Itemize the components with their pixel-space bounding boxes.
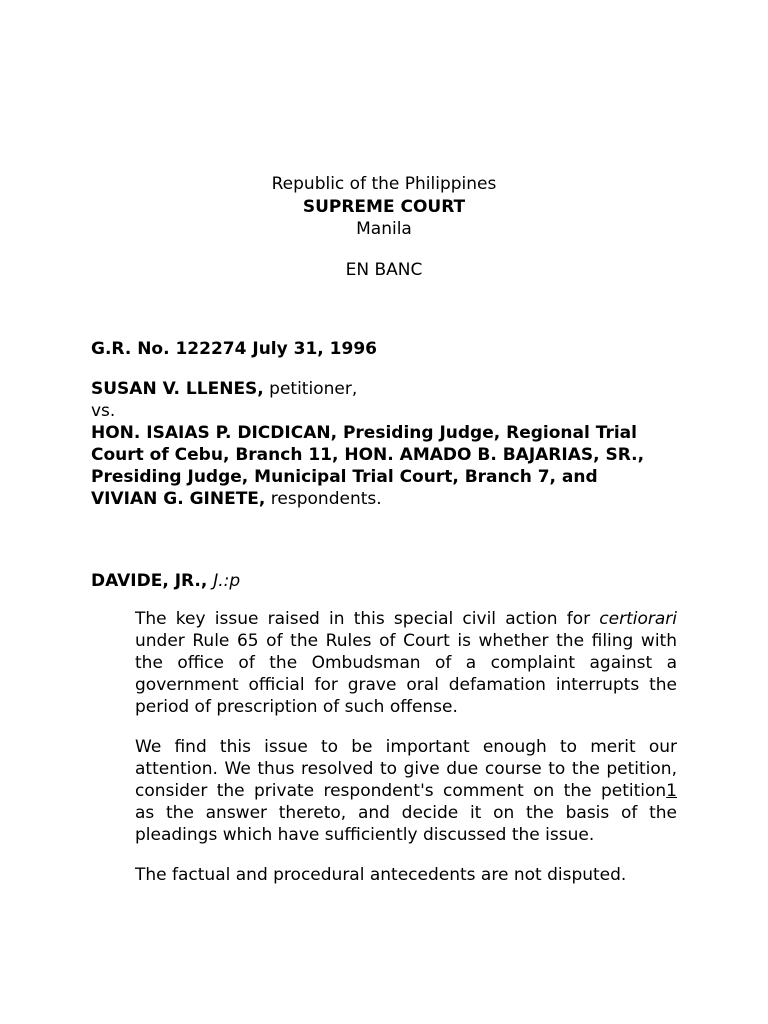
respondents-line-4	[91, 488, 691, 510]
respondent-name: VIVIAN G. GINETE,	[91, 489, 266, 509]
paragraph-line: as the answer thereto, and decide it on the basis of the	[135, 803, 677, 823]
text-run: consider the private respondent's comment on the petition	[135, 781, 667, 801]
division-heading: EN BANC	[345, 260, 423, 280]
respondents-role: respondents.	[265, 489, 382, 509]
paragraph-line: The factual and procedural antecedents are not disputed.	[135, 865, 627, 885]
versus-label: vs.	[91, 401, 116, 421]
paragraph-line: the office of the Ombudsman of a complaint against a	[135, 653, 677, 673]
respondents-line-3: Presiding Judge, Municipal Trial Court, Branch 7, and	[91, 467, 598, 487]
petitioner-line	[91, 378, 691, 400]
court-heading: SUPREME COURT	[302, 197, 466, 217]
paragraph-line	[135, 780, 677, 802]
paragraph-line: under Rule 65 of the Rules of Court is whether the filing with	[135, 631, 677, 651]
text-run: The key issue raised in this special civil action for	[135, 609, 600, 629]
case-number: G.R. No. 122274 July 31, 1996	[91, 339, 377, 359]
paragraph-line: government official for grave oral defamation interrupts the	[135, 675, 677, 695]
body-paragraph-1	[135, 608, 677, 718]
paragraph-line: attention. We thus resolved to give due course to the petition,	[135, 759, 677, 779]
ponente-line	[91, 570, 240, 592]
respondents-line-1: HON. ISAIAS P. DICDICAN, Presiding Judge, Regional Trial	[91, 423, 637, 443]
paragraph-line	[135, 608, 677, 630]
paragraph-line: We find this issue to be important enough to merit our	[135, 737, 677, 757]
ponente-name: DAVIDE, JR.,	[91, 571, 214, 591]
city-heading: Manila	[356, 219, 412, 239]
body-paragraph-3	[135, 864, 677, 886]
body-paragraph-2	[135, 736, 677, 846]
footnote-link[interactable]: 1	[666, 781, 677, 801]
emphasis-text: certiorari	[599, 609, 677, 629]
petitioner-role: petitioner,	[263, 379, 358, 399]
paragraph-line: pleadings which have sufficiently discussed the issue.	[135, 825, 595, 845]
paragraph-line: period of prescription of such offense.	[135, 697, 458, 717]
respondents-line-2: Court of Cebu, Branch 11, HON. AMADO B. BAJARIAS, SR.,	[91, 445, 645, 465]
republic-heading: Republic of the Philippines	[271, 174, 497, 194]
ponente-suffix: J.:p	[213, 571, 241, 591]
petitioner-name: SUSAN V. LLENES,	[91, 379, 264, 399]
case-parties	[91, 378, 691, 510]
